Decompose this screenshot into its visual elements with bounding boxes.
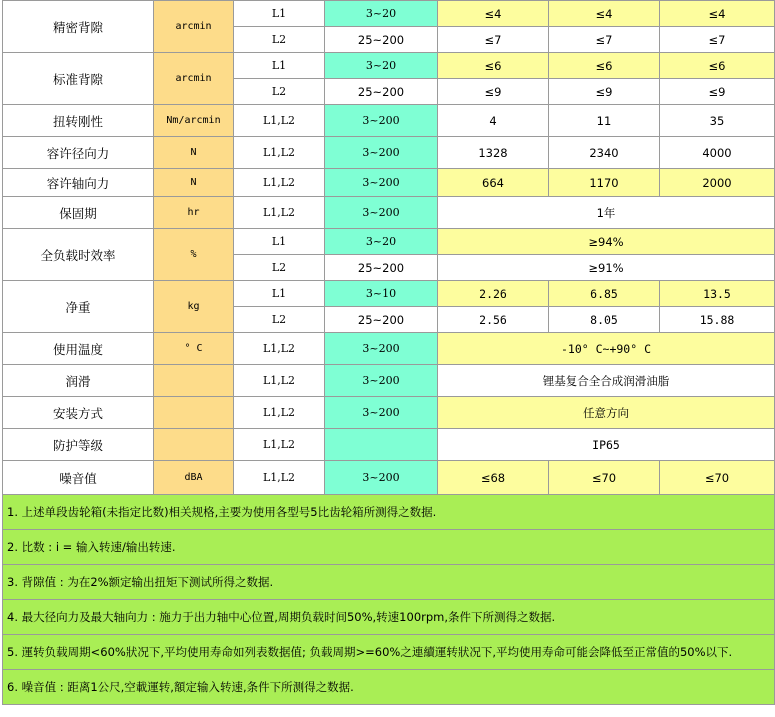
value-cell: ≤4 — [660, 1, 775, 27]
value-cell: 2.26 — [438, 281, 549, 307]
value-cell: 2.56 — [438, 307, 549, 333]
level-cell: L1 — [234, 281, 325, 307]
unit-cell: % — [154, 229, 234, 281]
value-cell: ≤7 — [660, 27, 775, 53]
value-cell: ≤7 — [438, 27, 549, 53]
unit-cell: N — [154, 169, 234, 197]
ratio-cell: 3~200 — [325, 105, 438, 137]
table-row — [3, 229, 775, 255]
ratio-cell: 3~200 — [325, 333, 438, 365]
table-row — [3, 169, 775, 197]
unit-cell: ° C — [154, 333, 234, 365]
value-cell: 13.5 — [660, 281, 775, 307]
value-cell: ≥94% — [438, 229, 775, 255]
value-cell: ≥91% — [438, 255, 775, 281]
level-cell: L1,L2 — [234, 169, 325, 197]
ratio-cell: 3~20 — [325, 1, 438, 27]
note-row — [3, 635, 775, 670]
value-cell: ≤9 — [549, 79, 660, 105]
level-cell: L1,L2 — [234, 197, 325, 229]
level-cell: L2 — [234, 27, 325, 53]
row-label: 全负载时效率 — [3, 229, 154, 281]
row-label: 标准背隙 — [3, 53, 154, 105]
row-label: 容许轴向力 — [3, 169, 154, 197]
ratio-cell: 3~10 — [325, 281, 438, 307]
ratio-cell: 3~200 — [325, 461, 438, 495]
row-label: 精密背隙 — [3, 1, 154, 53]
value-cell: 2000 — [660, 169, 775, 197]
ratio-cell: 25~200 — [325, 79, 438, 105]
value-cell: ≤7 — [549, 27, 660, 53]
level-cell: L2 — [234, 255, 325, 281]
unit-cell — [154, 429, 234, 461]
value-cell: 6.85 — [549, 281, 660, 307]
note-row — [3, 670, 775, 705]
value-cell: ≤6 — [660, 53, 775, 79]
table-row — [3, 105, 775, 137]
value-cell: 1328 — [438, 137, 549, 169]
spec-table — [2, 0, 775, 705]
ratio-cell: 3~20 — [325, 229, 438, 255]
value-cell: 664 — [438, 169, 549, 197]
level-cell: L1,L2 — [234, 365, 325, 397]
row-label: 扭转刚性 — [3, 105, 154, 137]
level-cell: L2 — [234, 79, 325, 105]
level-cell: L2 — [234, 307, 325, 333]
row-label: 安装方式 — [3, 397, 154, 429]
level-cell: L1,L2 — [234, 429, 325, 461]
value-cell: 1年 — [438, 197, 775, 229]
note-3: 3. 背隙值 : 为在2%额定输出扭矩下测试所得之数据. — [3, 565, 775, 600]
level-cell: L1,L2 — [234, 137, 325, 169]
level-cell: L1,L2 — [234, 333, 325, 365]
row-label: 保固期 — [3, 197, 154, 229]
value-cell: 8.05 — [549, 307, 660, 333]
unit-cell: dBA — [154, 461, 234, 495]
table-row — [3, 397, 775, 429]
ratio-cell — [325, 429, 438, 461]
row-label: 使用温度 — [3, 333, 154, 365]
value-cell: ≤6 — [549, 53, 660, 79]
value-cell: IP65 — [438, 429, 775, 461]
value-cell: 任意方向 — [438, 397, 775, 429]
note-6: 6. 噪音值 : 距离1公尺,空載運转,額定输入转速,条件下所测得之数据. — [3, 670, 775, 705]
row-label: 容许径向力 — [3, 137, 154, 169]
value-cell: ≤70 — [660, 461, 775, 495]
level-cell: L1 — [234, 229, 325, 255]
unit-cell: arcmin — [154, 53, 234, 105]
row-label: 润滑 — [3, 365, 154, 397]
unit-cell: hr — [154, 197, 234, 229]
level-cell: L1 — [234, 1, 325, 27]
table-row — [3, 281, 775, 307]
value-cell: ≤4 — [438, 1, 549, 27]
value-cell: 4 — [438, 105, 549, 137]
row-label: 噪音值 — [3, 461, 154, 495]
note-row — [3, 530, 775, 565]
table-row — [3, 197, 775, 229]
unit-cell: kg — [154, 281, 234, 333]
value-cell: ≤4 — [549, 1, 660, 27]
note-4: 4. 最大径向力及最大轴向力 : 施力于出力轴中心位置,周期负载时间50%,转速100rpm,条件下所测得之数据. — [3, 600, 775, 635]
ratio-cell: 25~200 — [325, 255, 438, 281]
table-row — [3, 365, 775, 397]
note-5: 5. 運转负载周期<60%狀况下,平均使用寿命如列表数据值; 负载周期>=60%之連續運转狀况下,平均使用寿命可能会降低至正常值的50%以下. — [3, 635, 775, 670]
unit-cell: Nm/arcmin — [154, 105, 234, 137]
level-cell: L1,L2 — [234, 461, 325, 495]
ratio-cell: 25~200 — [325, 307, 438, 333]
value-cell: ≤68 — [438, 461, 549, 495]
note-2: 2. 比数 : i = 输入转速/输出转速. — [3, 530, 775, 565]
unit-cell: N — [154, 137, 234, 169]
value-cell: 锂基复合全合成润滑油脂 — [438, 365, 775, 397]
table-row — [3, 333, 775, 365]
value-cell: ≤70 — [549, 461, 660, 495]
ratio-cell: 25~200 — [325, 27, 438, 53]
ratio-cell: 3~200 — [325, 397, 438, 429]
table-row — [3, 461, 775, 495]
note-row — [3, 565, 775, 600]
table-row — [3, 429, 775, 461]
table-row — [3, 1, 775, 27]
note-1: 1. 上述单段齿轮箱(未指定比数)相关规格,主要为使用各型号5比齿轮箱所测得之数据. — [3, 495, 775, 530]
row-label: 净重 — [3, 281, 154, 333]
ratio-cell: 3~200 — [325, 365, 438, 397]
unit-cell: arcmin — [154, 1, 234, 53]
value-cell: 15.88 — [660, 307, 775, 333]
value-cell: -10° C~+90° C — [438, 333, 775, 365]
value-cell: ≤6 — [438, 53, 549, 79]
ratio-cell: 3~200 — [325, 197, 438, 229]
note-row — [3, 600, 775, 635]
ratio-cell: 3~200 — [325, 137, 438, 169]
value-cell: 11 — [549, 105, 660, 137]
level-cell: L1 — [234, 53, 325, 79]
ratio-cell: 3~20 — [325, 53, 438, 79]
level-cell: L1,L2 — [234, 397, 325, 429]
note-row — [3, 495, 775, 530]
value-cell: 35 — [660, 105, 775, 137]
table-row — [3, 53, 775, 79]
table-row — [3, 137, 775, 169]
value-cell: ≤9 — [438, 79, 549, 105]
value-cell: 4000 — [660, 137, 775, 169]
value-cell: 2340 — [549, 137, 660, 169]
ratio-cell: 3~200 — [325, 169, 438, 197]
value-cell: ≤9 — [660, 79, 775, 105]
unit-cell — [154, 365, 234, 397]
level-cell: L1,L2 — [234, 105, 325, 137]
value-cell: 1170 — [549, 169, 660, 197]
unit-cell — [154, 397, 234, 429]
row-label: 防护等级 — [3, 429, 154, 461]
